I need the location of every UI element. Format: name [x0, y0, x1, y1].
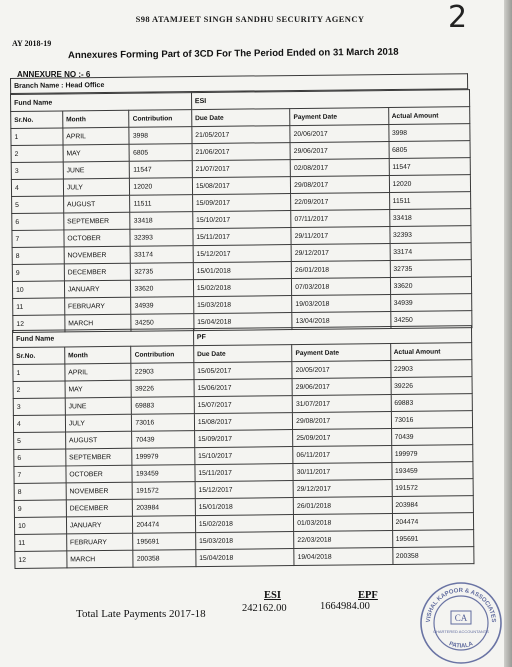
branch-name: Branch Name : Head Office	[11, 74, 468, 94]
cell-contribution: 203984	[133, 499, 196, 517]
cell-due-date: 15/11/2017	[195, 464, 294, 482]
cell-actual-amount: 195691	[392, 530, 474, 548]
cell-sr-no: 1	[11, 128, 63, 146]
cell-payment-date: 01/03/2018	[294, 514, 393, 532]
cell-contribution: 34250	[131, 314, 194, 332]
cell-month: JANUARY	[64, 280, 131, 298]
cell-actual-amount: 204474	[392, 513, 474, 531]
cell-sr-no: 2	[11, 145, 63, 163]
cell-contribution: 73016	[132, 414, 195, 432]
header-contribution: Contribution	[129, 110, 192, 128]
header-payment-date: Payment Date	[290, 108, 389, 126]
pf-fund-label: Fund Name	[13, 329, 194, 348]
cell-contribution: 6805	[129, 144, 192, 162]
cell-due-date: 15/01/2018	[193, 262, 292, 280]
cell-month: SEPTEMBER	[66, 448, 133, 466]
header-srno: Sr.No.	[11, 111, 63, 129]
pf-table	[12, 325, 474, 569]
cell-contribution: 39226	[131, 380, 194, 398]
cell-actual-amount: 33174	[390, 243, 472, 261]
esi-fund-name: ESI	[191, 90, 469, 110]
cell-due-date: 15/03/2018	[193, 296, 292, 314]
cell-payment-date: 29/08/2017	[293, 412, 392, 430]
cell-sr-no: 9	[14, 500, 66, 518]
cell-actual-amount: 70439	[391, 428, 473, 446]
epf-total-value: 1664984.00	[320, 601, 370, 612]
cell-contribution: 33620	[131, 280, 194, 298]
cell-month: MAY	[63, 144, 130, 162]
cell-payment-date: 06/11/2017	[293, 446, 392, 464]
cell-month: MAY	[65, 380, 132, 398]
cell-contribution: 199979	[132, 448, 195, 466]
cell-month: DECEMBER	[64, 263, 131, 281]
header-srno: Sr.No.	[13, 347, 65, 365]
cell-due-date: 15/02/2018	[193, 279, 292, 297]
cell-contribution: 193459	[132, 465, 195, 483]
cell-sr-no: 8	[12, 247, 64, 265]
cell-due-date: 15/08/2017	[192, 177, 291, 195]
cell-due-date: 15/06/2017	[194, 379, 293, 397]
cell-actual-amount: 73016	[391, 411, 473, 429]
cell-sr-no: 6	[12, 213, 64, 231]
cell-actual-amount: 6805	[389, 141, 471, 159]
cell-sr-no: 1	[13, 364, 65, 382]
cell-sr-no: 5	[12, 196, 64, 214]
cell-payment-date: 31/07/2017	[292, 395, 391, 413]
cell-contribution: 34939	[131, 297, 194, 315]
cell-month: NOVEMBER	[64, 246, 131, 264]
cell-payment-date: 29/11/2017	[291, 227, 390, 245]
cell-due-date: 15/10/2017	[193, 211, 292, 229]
cell-actual-amount: 3998	[388, 124, 470, 142]
esi-table	[10, 89, 472, 333]
cell-actual-amount: 33418	[389, 209, 471, 227]
header-month: Month	[62, 110, 129, 128]
cell-month: SEPTEMBER	[64, 212, 131, 230]
seal-outer-text: VISHAL KAPOOR & ASSOCIATES	[425, 587, 497, 623]
cell-contribution: 11511	[130, 195, 193, 213]
cell-due-date: 21/06/2017	[192, 143, 291, 161]
cell-due-date: 15/04/2018	[194, 313, 293, 331]
cell-month: FEBRUARY	[66, 533, 133, 551]
cell-contribution: 3998	[129, 127, 192, 145]
seal-city-text: PATIALA	[448, 641, 474, 650]
cell-actual-amount: 203984	[392, 496, 474, 514]
cell-due-date: 15/03/2018	[195, 532, 294, 550]
cell-actual-amount: 32393	[389, 226, 471, 244]
cell-contribution: 204474	[133, 516, 196, 534]
cell-payment-date: 20/06/2017	[290, 125, 389, 143]
cell-month: OCTOBER	[64, 229, 131, 247]
cell-month: APRIL	[63, 127, 130, 145]
epf-total-heading: EPF	[358, 590, 378, 601]
cell-payment-date: 26/01/2018	[293, 497, 392, 515]
cell-actual-amount: 11547	[389, 158, 471, 176]
cell-payment-date: 29/12/2017	[293, 480, 392, 498]
cell-actual-amount: 22903	[390, 360, 472, 378]
esi-fund-label: Fund Name	[11, 93, 192, 112]
cell-actual-amount: 11511	[389, 192, 471, 210]
cell-payment-date: 22/09/2017	[291, 193, 390, 211]
cell-contribution: 33418	[130, 212, 193, 230]
cell-contribution: 12020	[130, 178, 193, 196]
cell-sr-no: 7	[14, 466, 66, 484]
cell-contribution: 32735	[131, 263, 194, 281]
cell-due-date: 15/12/2017	[193, 245, 292, 263]
cell-actual-amount: 193459	[391, 462, 473, 480]
cell-month: AUGUST	[65, 431, 132, 449]
cell-due-date: 15/02/2018	[195, 515, 294, 533]
cell-sr-no: 3	[11, 162, 63, 180]
cell-due-date: 15/09/2017	[194, 430, 293, 448]
cell-payment-date: 13/04/2018	[292, 312, 391, 330]
cell-month: JUNE	[65, 397, 132, 415]
cell-actual-amount: 34250	[390, 311, 472, 329]
cell-actual-amount: 39226	[391, 377, 473, 395]
cell-due-date: 15/07/2017	[194, 396, 293, 414]
cell-month: JANUARY	[66, 516, 133, 534]
seal-sub-text: CHARTERED ACCOUNTANTS	[433, 629, 489, 634]
header-due-date: Due Date	[192, 109, 291, 127]
cell-sr-no: 7	[12, 230, 64, 248]
table-row	[15, 547, 474, 569]
cell-sr-no: 8	[14, 483, 66, 501]
cell-contribution: 32393	[130, 229, 193, 247]
header-month: Month	[64, 346, 131, 364]
cell-payment-date: 25/09/2017	[293, 429, 392, 447]
cell-month: DECEMBER	[66, 499, 133, 517]
cell-actual-amount: 199979	[391, 445, 473, 463]
cell-month: JULY	[65, 414, 132, 432]
cell-actual-amount: 33620	[390, 277, 472, 295]
cell-contribution: 11547	[130, 161, 193, 179]
pf-fund-name: PF	[193, 326, 471, 346]
cell-due-date: 15/01/2018	[195, 498, 294, 516]
esi-rows	[11, 124, 472, 333]
seal-center-text: CA	[454, 613, 468, 623]
cell-contribution: 70439	[132, 431, 195, 449]
cell-payment-date: 07/03/2018	[292, 278, 391, 296]
cell-payment-date: 07/11/2017	[291, 210, 390, 228]
cell-sr-no: 10	[14, 517, 66, 535]
cell-payment-date: 29/12/2017	[291, 244, 390, 262]
cell-sr-no: 11	[13, 298, 65, 316]
cell-sr-no: 6	[14, 449, 66, 467]
document-heading: Annexures Forming Part of 3CD For The Period Ended on 31 March 2018	[67, 46, 399, 62]
cell-payment-date: 02/08/2017	[290, 159, 389, 177]
cell-due-date: 15/08/2017	[194, 413, 293, 431]
cell-sr-no: 4	[11, 179, 63, 197]
cell-actual-amount: 69883	[391, 394, 473, 412]
cell-month: MARCH	[65, 314, 132, 332]
cell-contribution: 195691	[133, 533, 196, 551]
cell-month: APRIL	[65, 363, 132, 381]
total-late-payments-label: Total Late Payments 2017-18	[76, 608, 206, 620]
cell-payment-date: 22/03/2018	[294, 531, 393, 549]
header-payment-date: Payment Date	[292, 344, 391, 362]
cell-sr-no: 4	[13, 415, 65, 433]
pf-rows	[13, 360, 474, 569]
cell-contribution: 200358	[133, 550, 196, 568]
cell-actual-amount: 12020	[389, 175, 471, 193]
assessment-year: AY 2018-19	[12, 39, 52, 48]
cell-payment-date: 29/06/2017	[290, 142, 389, 160]
cell-payment-date: 29/08/2017	[291, 176, 390, 194]
cell-actual-amount: 32735	[390, 260, 472, 278]
cell-sr-no: 2	[13, 381, 65, 399]
page-edge-shadow	[504, 0, 512, 667]
cell-contribution: 22903	[131, 363, 194, 381]
cell-sr-no: 12	[15, 551, 67, 569]
cell-actual-amount: 191572	[392, 479, 474, 497]
cell-due-date: 21/05/2017	[192, 126, 291, 144]
cell-sr-no: 5	[14, 432, 66, 450]
cell-actual-amount: 34939	[390, 294, 472, 312]
cell-month: FEBRUARY	[64, 297, 131, 315]
cell-payment-date: 19/03/2018	[292, 295, 391, 313]
cell-payment-date: 30/11/2017	[293, 463, 392, 481]
cell-month: AUGUST	[63, 195, 130, 213]
cell-sr-no: 3	[13, 398, 65, 416]
header-actual-amount: Actual Amount	[390, 343, 472, 361]
header-due-date: Due Date	[194, 345, 293, 363]
cell-month: OCTOBER	[66, 465, 133, 483]
cell-contribution: 69883	[132, 397, 195, 415]
cell-due-date: 15/09/2017	[192, 194, 291, 212]
cell-payment-date: 20/05/2017	[292, 361, 391, 379]
annexure-number: ANNEXURE NO :- 6	[17, 70, 91, 79]
company-name: S98 ATAMJEET SINGH SANDHU SECURITY AGENCY	[135, 14, 365, 24]
cell-actual-amount: 200358	[392, 547, 474, 565]
cell-month: JUNE	[63, 161, 130, 179]
handwritten-page-number: 2	[448, 0, 468, 35]
cell-payment-date: 19/04/2018	[294, 548, 393, 566]
cell-sr-no: 9	[12, 264, 64, 282]
header-actual-amount: Actual Amount	[388, 107, 470, 125]
cell-payment-date: 29/06/2017	[292, 378, 391, 396]
cell-sr-no: 10	[12, 281, 64, 299]
esi-total-heading: ESI	[264, 590, 281, 601]
cell-sr-no: 12	[13, 315, 65, 333]
ca-seal-stamp	[418, 580, 504, 666]
cell-due-date: 15/04/2018	[196, 549, 295, 567]
cell-due-date: 15/10/2017	[195, 447, 294, 465]
cell-month: JULY	[63, 178, 130, 196]
cell-contribution: 191572	[133, 482, 196, 500]
cell-sr-no: 11	[15, 534, 67, 552]
cell-contribution: 33174	[131, 246, 194, 264]
cell-payment-date: 26/01/2018	[291, 261, 390, 279]
cell-month: NOVEMBER	[66, 482, 133, 500]
cell-due-date: 21/07/2017	[192, 160, 291, 178]
cell-month: MARCH	[67, 550, 134, 568]
cell-due-date: 15/12/2017	[195, 481, 294, 499]
header-contribution: Contribution	[131, 346, 194, 364]
cell-due-date: 15/05/2017	[194, 362, 293, 380]
cell-due-date: 15/11/2017	[193, 228, 292, 246]
esi-total-value: 242162.00	[242, 603, 287, 614]
